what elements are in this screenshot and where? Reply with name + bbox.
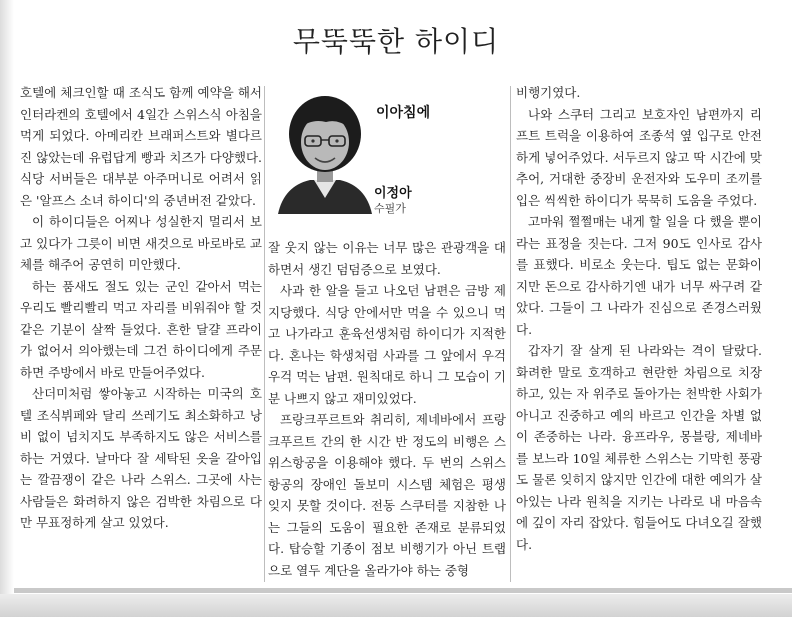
- page-bottom-rule: [14, 588, 792, 593]
- paragraph: 이 하이디들은 어찌나 성실한지 멀리서 보고 있다가 그릇이 비면 새것으로 바로바로 교체를 해주어 공연히 미안했다.: [20, 214, 262, 272]
- article-column-3: [516, 82, 762, 555]
- paragraph: 산더미처럼 쌓아놓고 시작하는 미국의 호텔 조식뷔페와 달리 쓰레기도 최소화하고 낭비 없이 넘치지도 부족하지도 않은 서비스를 하는 거였다. 날마다 잘 세탁된 옷을 갈아입는 깔끔쟁이 같은 나라 스위스. 그곳에 사는 사람들은 화려하지 않은 검박한 차림으로 다만 무표정하게 살고 있었다.: [20, 386, 262, 530]
- paragraph: 갑자기 잘 살게 된 나라와는 격이 달랐다. 화려한 말로 호객하고 현란한 차림으로 치장하고, 있는 자 위주로 돌아가는 천박한 사회가 아니고 진중하고 예의 바르고 인간을 차별 없이 존중하는 나라. 융프라우, 몽블랑, 제네바를 보느라 10일 체류한 스위스는 기막힌 풍광도 물론 잊히지 않지만 인간에 대한 예의가 살아있는 나라 원칙을 지키는 나라로 내 마음속에 깊이 자리 잡았다. 힘들어도 다녀오길 잘했다.: [516, 343, 762, 552]
- article-column-1: [20, 82, 262, 534]
- article-title: 무뚝뚝한 하이디: [292, 25, 500, 58]
- paragraph: 프랑크푸르트와 취리히, 제네바에서 프랑크푸르트 간의 한 시간 반 정도의 비행은 스위스항공을 이용해야 했다. 두 번의 스위스항공의 장애인 돌보미 시스템 체험은 평생 잊지 못할 것이다. 전동 스쿠터를 지참한 나는 그들의 도움이 필요한 존재로 분류되었다. 탑승할 기종이 점보 비행기가 아닌 트랩으로 열두 계단을 올라가야 하는 중형: [268, 412, 506, 578]
- author-role: 수필가: [374, 202, 406, 215]
- author-profile: [268, 90, 506, 230]
- article-column-2: [268, 237, 506, 581]
- column-divider: [264, 86, 265, 582]
- page-edge-shadow: [0, 0, 14, 617]
- paragraph: 고마워 쩔쩔매는 내게 할 일을 다 했을 뿐이라는 표정을 짓는다. 그저 90도 인사로 감사를 표했다. 비로소 웃는다. 팁도 없는 문화이지만 돈으로 감사하기엔 내가 너무 싸구려 같았다. 그들이 그 나라가 진심으로 존경스러웠다.: [516, 214, 762, 337]
- author-photo: [270, 90, 380, 214]
- column-series-name: 이아침에: [376, 105, 431, 121]
- paragraph: 비행기였다.: [516, 85, 581, 100]
- column-divider: [510, 86, 511, 582]
- paragraph: 하는 품새도 절도 있는 군인 같아서 먹는 우리도 빨리빨리 먹고 자리를 비워줘야 할 것 같은 기분이 살짝 들었다. 흔한 달걀 프라이가 없어서 의아했는데 그건 하이디에게 주문하면 주방에서 바로 만들어주었다.: [20, 278, 262, 380]
- paragraph: 잘 웃지 않는 이유는 너무 많은 관광객을 대하면서 생긴 덤덤증으로 보였다.: [268, 240, 506, 277]
- page-bottom-shadow: [0, 594, 792, 617]
- paragraph: 사과 한 알을 들고 나오던 남편은 금방 제지당했다. 식당 안에서만 먹을 수 있으니 먹고 나가라고 훈육선생처럼 하이디가 지적한다. 혼나는 학생처럼 사과를 그 앞에서 우걱우걱 먹는 남편. 원칙대로 하니 그 모습이 기분 나쁘지 않고 재미있었다.: [268, 283, 506, 406]
- author-name: 이정아: [374, 186, 412, 201]
- paragraph: 나와 스쿠터 그리고 보호자인 남편까지 리프트 트럭을 이용하여 조종석 옆 입구로 안전하게 넣어주었다. 서두르지 않고 딱 시간에 맞추어, 거대한 중장비 운전자와 도우미 조끼를 입은 씩씩한 하이디가 묵묵히 도움을 주었다.: [516, 106, 762, 208]
- paragraph: 호텔에 체크인할 때 조식도 함께 예약을 해서 인터라켄의 호텔에서 4일간 스위스식 아침을 먹게 되었다. 아메리칸 브래퍼스트와 별다르진 않았는데 유럽답게 빵과 치즈가 다양했다. 식당 서버들은 대부분 아주머니로 어려서 읽은 '알프스 소녀 하이디'의 중년버전 같았다.: [20, 85, 262, 208]
